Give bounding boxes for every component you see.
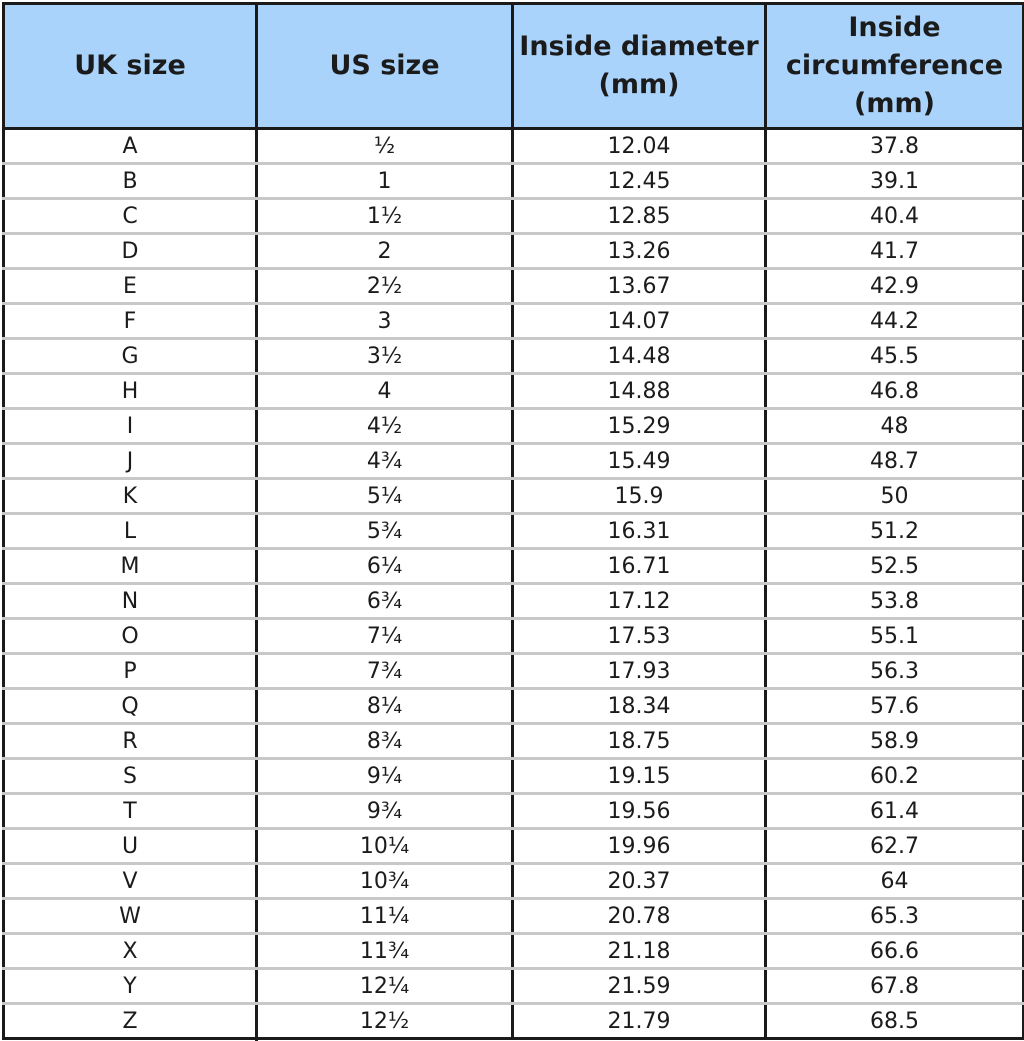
table-row bbox=[4, 304, 1024, 339]
cell-inside-circumference: 37.8 bbox=[766, 129, 1024, 164]
cell-inside-circumference: 60.2 bbox=[766, 759, 1024, 794]
cell-us-size: 3½ bbox=[257, 339, 513, 374]
cell-us-size: 10¾ bbox=[257, 864, 513, 899]
cell-inside-diameter: 20.37 bbox=[513, 864, 766, 899]
table-row bbox=[4, 269, 1024, 304]
table-border-stub bbox=[255, 1034, 258, 1041]
header-text-line: UK size bbox=[74, 50, 186, 81]
cell-inside-diameter: 16.31 bbox=[513, 514, 766, 549]
cell-inside-circumference: 51.2 bbox=[766, 514, 1024, 549]
cell-uk-size: Y bbox=[4, 969, 257, 1004]
cell-inside-diameter: 14.88 bbox=[513, 374, 766, 409]
cell-inside-circumference: 46.8 bbox=[766, 374, 1024, 409]
cell-inside-circumference: 68.5 bbox=[766, 1004, 1024, 1039]
cell-uk-size: X bbox=[4, 934, 257, 969]
cell-us-size: 4¾ bbox=[257, 444, 513, 479]
table-row bbox=[4, 584, 1024, 619]
cell-uk-size: S bbox=[4, 759, 257, 794]
cell-us-size: 12¼ bbox=[257, 969, 513, 1004]
cell-uk-size: K bbox=[4, 479, 257, 514]
header-row bbox=[4, 4, 1024, 129]
cell-inside-circumference: 67.8 bbox=[766, 969, 1024, 1004]
cell-us-size: 11¾ bbox=[257, 934, 513, 969]
cell-inside-circumference: 55.1 bbox=[766, 619, 1024, 654]
cell-inside-diameter: 12.04 bbox=[513, 129, 766, 164]
cell-inside-circumference: 57.6 bbox=[766, 689, 1024, 724]
cell-uk-size: D bbox=[4, 234, 257, 269]
cell-us-size: 7¼ bbox=[257, 619, 513, 654]
cell-us-size: 9¼ bbox=[257, 759, 513, 794]
cell-inside-circumference: 62.7 bbox=[766, 829, 1024, 864]
cell-inside-diameter: 19.96 bbox=[513, 829, 766, 864]
cell-us-size: 9¾ bbox=[257, 794, 513, 829]
cell-inside-circumference: 65.3 bbox=[766, 899, 1024, 934]
cell-uk-size: L bbox=[4, 514, 257, 549]
cell-uk-size: W bbox=[4, 899, 257, 934]
table-row bbox=[4, 969, 1024, 1004]
cell-inside-diameter: 13.26 bbox=[513, 234, 766, 269]
table-row bbox=[4, 164, 1024, 199]
cell-us-size: 4 bbox=[257, 374, 513, 409]
cell-uk-size: H bbox=[4, 374, 257, 409]
cell-inside-circumference: 48 bbox=[766, 409, 1024, 444]
cell-uk-size: M bbox=[4, 549, 257, 584]
header-text-line: (mm) bbox=[598, 69, 680, 100]
header-text-line: US size bbox=[329, 50, 440, 81]
header-text-line: Inside diameter bbox=[519, 31, 759, 62]
cell-uk-size: Q bbox=[4, 689, 257, 724]
cell-inside-diameter: 20.78 bbox=[513, 899, 766, 934]
cell-uk-size: A bbox=[4, 129, 257, 164]
cell-uk-size: B bbox=[4, 164, 257, 199]
cell-inside-circumference: 52.5 bbox=[766, 549, 1024, 584]
cell-inside-diameter: 21.59 bbox=[513, 969, 766, 1004]
cell-us-size: ½ bbox=[257, 129, 513, 164]
cell-inside-circumference: 42.9 bbox=[766, 269, 1024, 304]
table-row bbox=[4, 199, 1024, 234]
header-uk-size bbox=[4, 4, 257, 129]
cell-inside-diameter: 15.9 bbox=[513, 479, 766, 514]
cell-inside-diameter: 19.56 bbox=[513, 794, 766, 829]
ring-size-table bbox=[2, 2, 1024, 1040]
cell-us-size: 8¾ bbox=[257, 724, 513, 759]
cell-us-size: 6¼ bbox=[257, 549, 513, 584]
cell-inside-diameter: 15.49 bbox=[513, 444, 766, 479]
cell-uk-size: P bbox=[4, 654, 257, 689]
header-text-line: Inside bbox=[848, 12, 941, 43]
cell-uk-size: T bbox=[4, 794, 257, 829]
table-row bbox=[4, 514, 1024, 549]
cell-inside-diameter: 12.85 bbox=[513, 199, 766, 234]
table-row bbox=[4, 339, 1024, 374]
cell-uk-size: U bbox=[4, 829, 257, 864]
table-row bbox=[4, 444, 1024, 479]
cell-us-size: 3 bbox=[257, 304, 513, 339]
header-text-line: (mm) bbox=[854, 88, 935, 119]
cell-inside-diameter: 21.79 bbox=[513, 1004, 766, 1039]
table-row bbox=[4, 479, 1024, 514]
cell-inside-diameter: 17.53 bbox=[513, 619, 766, 654]
header-inside-circumference bbox=[766, 4, 1024, 129]
cell-us-size: 6¾ bbox=[257, 584, 513, 619]
table-row bbox=[4, 409, 1024, 444]
table-row bbox=[4, 549, 1024, 584]
table-row bbox=[4, 619, 1024, 654]
table-row bbox=[4, 1004, 1024, 1039]
table-row bbox=[4, 864, 1024, 899]
cell-uk-size: J bbox=[4, 444, 257, 479]
cell-us-size: 1 bbox=[257, 164, 513, 199]
cell-uk-size: C bbox=[4, 199, 257, 234]
cell-inside-circumference: 58.9 bbox=[766, 724, 1024, 759]
cell-inside-circumference: 66.6 bbox=[766, 934, 1024, 969]
cell-uk-size: O bbox=[4, 619, 257, 654]
table-body bbox=[4, 129, 1024, 1039]
cell-us-size: 5¼ bbox=[257, 479, 513, 514]
table-row bbox=[4, 129, 1024, 164]
cell-uk-size: N bbox=[4, 584, 257, 619]
cell-inside-circumference: 44.2 bbox=[766, 304, 1024, 339]
cell-inside-circumference: 50 bbox=[766, 479, 1024, 514]
cell-us-size: 10¼ bbox=[257, 829, 513, 864]
cell-inside-diameter: 17.12 bbox=[513, 584, 766, 619]
cell-uk-size: Z bbox=[4, 1004, 257, 1039]
header-inside-diameter bbox=[513, 4, 766, 129]
table-row bbox=[4, 374, 1024, 409]
cell-inside-diameter: 13.67 bbox=[513, 269, 766, 304]
cell-inside-circumference: 53.8 bbox=[766, 584, 1024, 619]
cell-inside-diameter: 17.93 bbox=[513, 654, 766, 689]
cell-inside-circumference: 45.5 bbox=[766, 339, 1024, 374]
cell-us-size: 12½ bbox=[257, 1004, 513, 1039]
cell-inside-diameter: 19.15 bbox=[513, 759, 766, 794]
cell-inside-diameter: 18.75 bbox=[513, 724, 766, 759]
cell-uk-size: G bbox=[4, 339, 257, 374]
cell-inside-circumference: 40.4 bbox=[766, 199, 1024, 234]
cell-us-size: 1½ bbox=[257, 199, 513, 234]
cell-uk-size: R bbox=[4, 724, 257, 759]
table-row bbox=[4, 899, 1024, 934]
header-us-size bbox=[257, 4, 513, 129]
header-text-line: circumference bbox=[785, 50, 1004, 81]
cell-inside-circumference: 48.7 bbox=[766, 444, 1024, 479]
cell-inside-diameter: 18.34 bbox=[513, 689, 766, 724]
cell-inside-circumference: 64 bbox=[766, 864, 1024, 899]
cell-uk-size: F bbox=[4, 304, 257, 339]
cell-uk-size: I bbox=[4, 409, 257, 444]
cell-inside-diameter: 14.07 bbox=[513, 304, 766, 339]
table-row bbox=[4, 689, 1024, 724]
cell-us-size: 4½ bbox=[257, 409, 513, 444]
cell-uk-size: V bbox=[4, 864, 257, 899]
table-row bbox=[4, 934, 1024, 969]
table-row bbox=[4, 654, 1024, 689]
cell-inside-circumference: 39.1 bbox=[766, 164, 1024, 199]
cell-inside-diameter: 21.18 bbox=[513, 934, 766, 969]
cell-uk-size: E bbox=[4, 269, 257, 304]
cell-inside-diameter: 14.48 bbox=[513, 339, 766, 374]
cell-inside-diameter: 16.71 bbox=[513, 549, 766, 584]
table-header bbox=[4, 4, 1024, 129]
cell-inside-circumference: 41.7 bbox=[766, 234, 1024, 269]
cell-us-size: 2½ bbox=[257, 269, 513, 304]
table-row bbox=[4, 759, 1024, 794]
cell-us-size: 2 bbox=[257, 234, 513, 269]
cell-inside-circumference: 56.3 bbox=[766, 654, 1024, 689]
cell-us-size: 5¾ bbox=[257, 514, 513, 549]
table-row bbox=[4, 829, 1024, 864]
table-row bbox=[4, 234, 1024, 269]
cell-us-size: 11¼ bbox=[257, 899, 513, 934]
cell-inside-diameter: 15.29 bbox=[513, 409, 766, 444]
cell-inside-circumference: 61.4 bbox=[766, 794, 1024, 829]
table-row bbox=[4, 794, 1024, 829]
cell-inside-diameter: 12.45 bbox=[513, 164, 766, 199]
cell-us-size: 7¾ bbox=[257, 654, 513, 689]
cell-us-size: 8¼ bbox=[257, 689, 513, 724]
table-row bbox=[4, 724, 1024, 759]
